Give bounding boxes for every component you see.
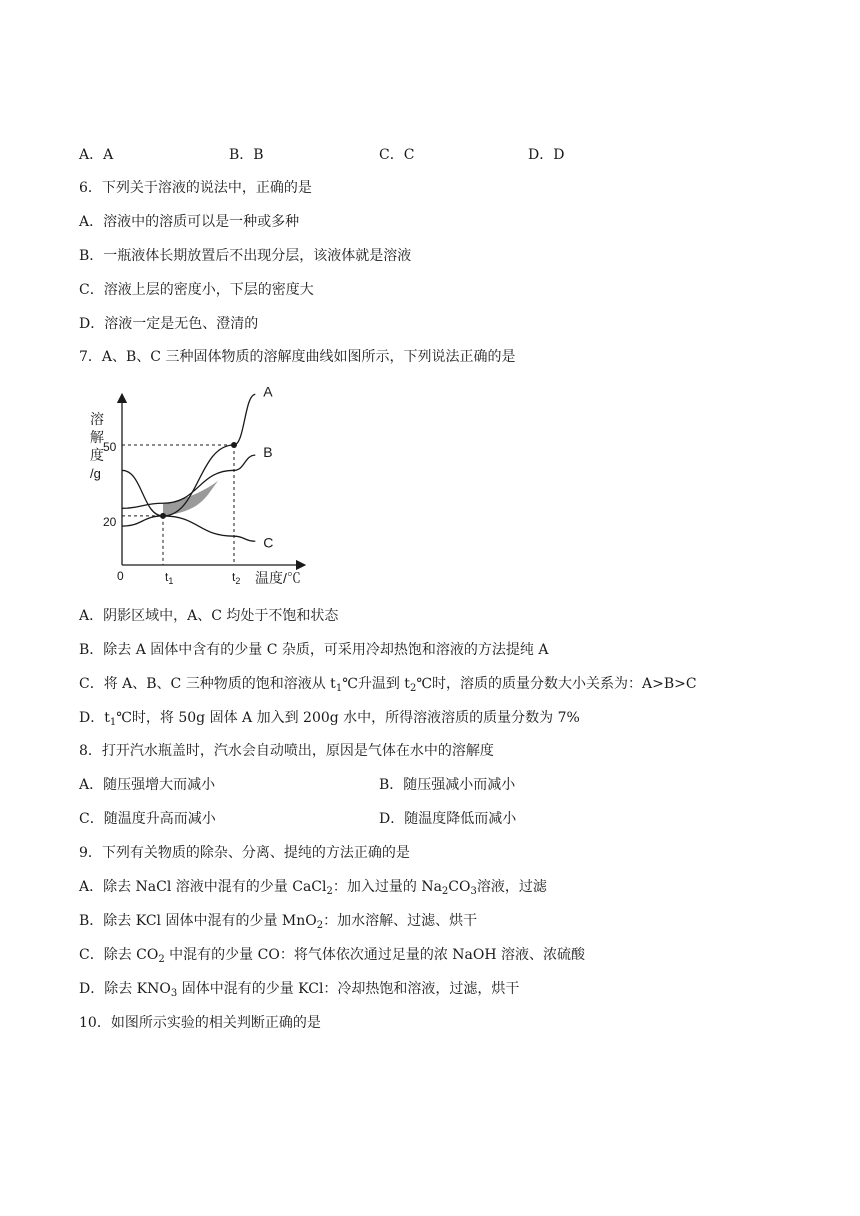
q9-option-a: A．除去 NaCl 溶液中混有的少量 CaCl$_2$：加入过量的 $Na_2CO_3$溶液，过滤 [79, 879, 547, 897]
q8-option-b: B．随压强减小而减小 [379, 777, 516, 793]
marked-point-2 [231, 442, 237, 448]
q8-option-c: C．随温度升高而减小 [79, 811, 216, 827]
q8-stem: 8．打开汽水瓶盖时，汽水会自动喷出，原因是气体在水中的溶解度 [79, 743, 494, 759]
q6-option-c: C．溶液上层的密度小，下层的密度大 [79, 282, 314, 298]
q5-option-b: B．B [229, 147, 264, 163]
marked-point-1 [160, 513, 166, 519]
xtick-t1: $t_1$ [165, 570, 174, 586]
shaded-region [163, 480, 218, 515]
ytick-50: 50 [103, 440, 117, 454]
ytick-20: 20 [103, 515, 117, 529]
ylabel-char-3: 度 [90, 447, 104, 463]
q8-option-a: A．随压强增大而减小 [79, 777, 216, 793]
q10-stem: 10．如图所示实验的相关判断正确的是 [79, 1015, 321, 1031]
q6-option-a: A．溶液中的溶质可以是一种或多种 [79, 214, 300, 230]
q7-option-a: A．阴影区域中，A、C 均处于不饱和状态 [79, 608, 339, 624]
q6-option-d: D．溶液一定是无色、澄清的 [79, 316, 259, 332]
ylabel-char-4: /g [90, 466, 101, 481]
q7-stem: 7．A、B、C 三种固体物质的溶解度曲线如图所示，下列说法正确的是 [79, 349, 516, 365]
series-a-label: A [263, 383, 273, 400]
q5-option-c: C．C [379, 147, 415, 163]
xtick-t2: $t_2$ [232, 570, 241, 586]
q7-option-c: C．将 A、B、C 三种物质的饱和溶液从 $t_1℃$升温到 $t_2℃$时，溶质的质量分数大小关系为：A>B>C [79, 676, 697, 694]
q9-option-b: B．除去 KCl 固体中混有的少量 MnO$_2$：加水溶解、过滤、烘干 [79, 913, 478, 931]
q7-option-d: D．$t_1℃$时，将 50g 固体 A 加入到 200g 水中，所得溶液溶质的质量分数为 7% [79, 710, 580, 728]
series-b-label: B [263, 444, 273, 461]
origin-label: 0 [117, 569, 124, 583]
ylabel-char-1: 溶 [90, 411, 104, 427]
x-axis-label: 温度/℃ [255, 570, 301, 586]
q9-stem: 9．下列有关物质的除杂、分离、提纯的方法正确的是 [79, 845, 410, 861]
q9-option-d: D．除去 $KNO_3$ 固体中混有的少量 KCl：冷却热饱和溶液，过滤，烘干 [79, 981, 520, 999]
q6-stem: 6．下列关于溶液的说法中，正确的是 [79, 180, 312, 196]
q5-option-a: A．A [79, 147, 114, 163]
q6-option-b: B．一瓶液体长期放置后不出现分层，该液体就是溶液 [79, 248, 412, 264]
q9-option-c: C．除去 $CO_2$ 中混有的少量 CO：将气体依次通过足量的浓 NaOH 溶液、浓硫酸 [79, 947, 586, 965]
solubility-chart [88, 380, 318, 590]
q5-option-d: D．D [528, 147, 565, 163]
ylabel-char-2: 解 [90, 429, 104, 445]
series-c-label: C [263, 534, 274, 551]
q8-option-d: D．随温度降低而减小 [379, 811, 517, 827]
q7-option-b: B．除去 A 固体中含有的少量 C 杂质，可采用冷却热饱和溶液的方法提纯 A [79, 642, 549, 658]
